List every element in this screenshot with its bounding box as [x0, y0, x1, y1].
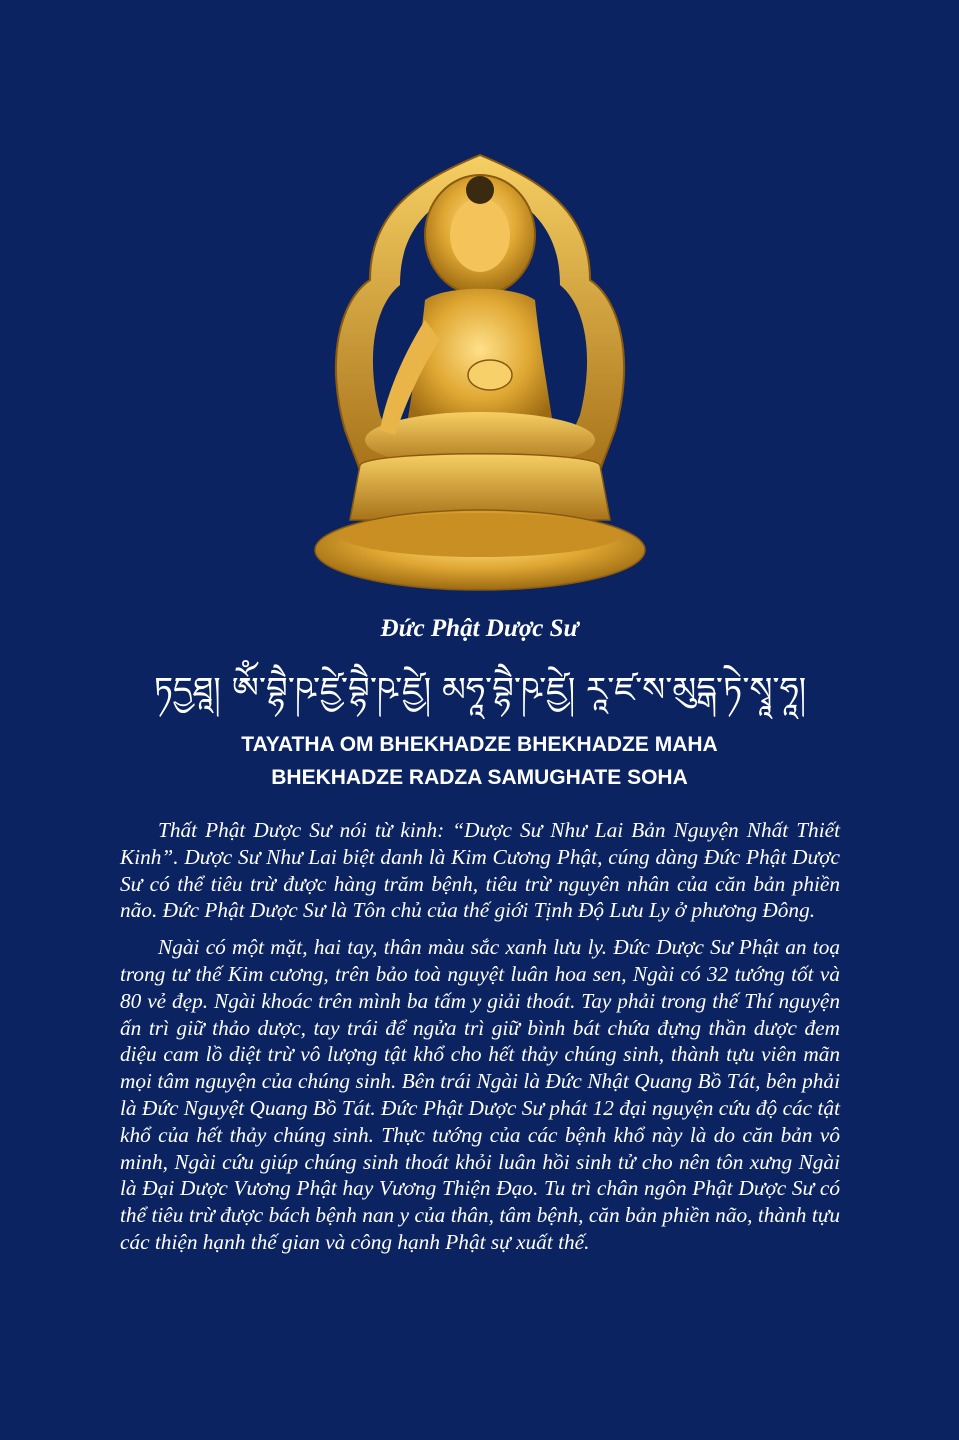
- tibetan-mantra: ཏདྱཐཱ། ཨོཾ་བྷཻ་ཥ་ཛྱེ་བྷཻ་ཥ་ཛྱེ། མཧཱ་བྷཻ་ཥ་ཛྱེ། རཱ་ཛ་ས་མུདྒ་ཏེ་སྭཱ་ཧཱ།: [153, 670, 807, 710]
- medicine-buddha-statue-image: [300, 150, 660, 600]
- mantra-line-1: TAYATHA OM BHEKHADZE BHEKHADZE MAHA: [241, 733, 718, 756]
- page-title: Đức Phật Dược Sư: [380, 615, 579, 642]
- head: [450, 198, 510, 272]
- pedestal-top: [340, 513, 620, 557]
- paragraph-2: Ngài có một mặt, hai tay, thân màu sắc xanh lưu ly. Đức Dược Sư Phật an toạ trong tư thế Kim cương, trên bảo toà nguyệt luân hoa sen, Ngài có 32 tướng tốt và 80 vẻ đẹp. Ngài khoác trên mình ba tấm y giải thoát. Tay phải trong thế Thí nguyện ấn trì giữ thảo dược, tay trái để ngửa trì giữ bình bát chứa đựng thần dược đem diệu cam lồ diệt trừ vô lượng tật khổ cho hết thảy chúng sinh, thành tựu viên mãn mọi tâm nguyện của chúng sinh. Bên trái Ngài là Đức Nhật Quang Bồ Tát, bên phải là Đức Nguyệt Quang Bồ Tát. Đức Phật Dược Sư phát 12 đại nguyện cứu độ các tật khổ của hết thảy chúng sinh. Thực tướng của các bệnh khổ này là do căn bản vô minh, Ngài cứu giúp chúng sinh thoát khỏi luân hồi sinh tử cho nên tôn xưng Ngài là Đại Dược Vương Phật hay Vương Thiện Đạo. Tu trì chân ngôn Phật Dược Sư có thể tiêu trừ được bách bệnh nan y của thân, tâm bệnh, căn bản phiền não, thành tựu các thiện hạnh thế gian và công hạnh Phật sự xuất thế.: [120, 935, 840, 1254]
- alms-bowl: [468, 360, 512, 390]
- ushnisha: [466, 176, 494, 204]
- body-text: [120, 817, 840, 1266]
- paragraph-1: Thất Phật Dược Sư nói từ kinh: “Dược Sư Như Lai Bản Nguyện Nhất Thiết Kinh”. Dược Sư Như Lai biệt danh là Kim Cương Phật, cúng dàng Đức Phật Dược Sư có thể tiêu trừ được hàng trăm bệnh, tiêu trừ nguyên nhân của căn bản phiền não. Đức Phật Dược Sư là Tôn chủ của thế giới Tịnh Độ Lưu Ly ở phương Đông.: [120, 818, 840, 923]
- mantra-line-2: BHEKHADZE RADZA SAMUGHATE SOHA: [271, 766, 688, 789]
